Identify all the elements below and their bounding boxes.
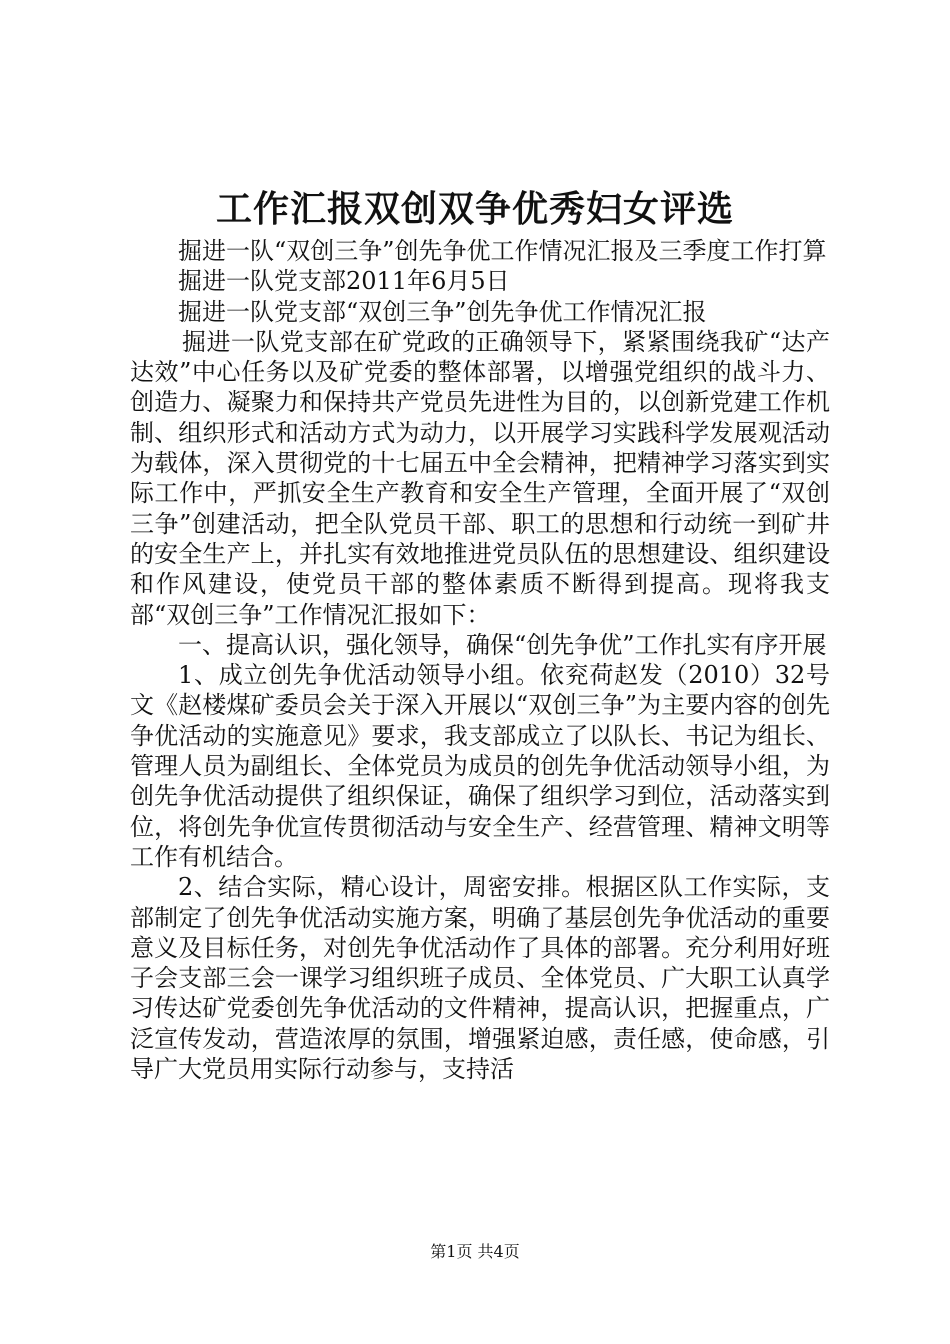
page-footer: 第1页 共4页 (430, 1242, 520, 1261)
paragraph-intro: 掘进一队党支部在矿党政的正确领导下，紧紧围绕我矿“达产达效”中心任务以及矿党委的整体部署，以增强党组织的战斗力、创造力、凝聚力和保持共产党员先进性为目的，以创新党建工作机制、组织形式和活动方式为动力，以开展学习实践科学发展观活动为载体，深入贯彻党的十七届五中全会精神，把精神学习落实到实际工作中，严抓安全生产教育和安全生产管理，全面开展了“双创三争”创建活动，把全队党员干部、职工的思想和行动统一到矿井的安全生产上，并扎实有效地推进党员队伍的思想建设、组织建设和作风建设，使党员干部的整体素质不断得到提高。现将我支部“双创三争”工作情况汇报如下： (130, 327, 830, 629)
paragraph-section-heading: 一、提高认识，强化领导，确保“创先争优”工作扎实有序开展 (178, 630, 827, 659)
paragraph-report-heading: 掘进一队党支部“双创三争”创先争优工作情况汇报 (178, 297, 707, 326)
document-body (130, 236, 830, 1084)
paragraph-item-2: 2、结合实际，精心设计，周密安排。根据区队工作实际，支部制定了创先争优活动实施方案，明确了基层创先争优活动的重要意义及目标任务，对创先争优活动作了具体的部署。充分利用好班子会支部三会一课学习组织班子成员、全体党员、广大职工认真学习传达矿党委创先争优活动的文件精神，提高认识，把握重点，广泛宣传发动，营造浓厚的氛围，增强紧迫感，责任感，使命感，引导广大党员用实际行动参与，支持活 (130, 873, 830, 1084)
paragraph-item-1: 1、成立创先争优活动领导小组。依兖荷赵发（2010）32号文《赵楼煤矿委员会关于深入开展以“双创三争”为主要内容的创先争优活动的实施意见》要求，我支部成立了以队长、书记为组长、管理人员为副组长、全体党员为成员的创先争优活动领导小组，为创先争优活动提供了组织保证，确保了组织学习到位，活动落实到位，将创先争优宣传贯彻活动与安全生产、经营管理、精神文明等工作有机结合。 (130, 661, 830, 871)
paragraph-date-line: 掘进一队党支部2011年6月5日 (178, 267, 510, 296)
document-title: 工作汇报双创双争优秀妇女评选 (215, 188, 734, 230)
paragraph-subtitle: 掘进一队“双创三争”创先争优工作情况汇报及三季度工作打算 (178, 237, 827, 265)
